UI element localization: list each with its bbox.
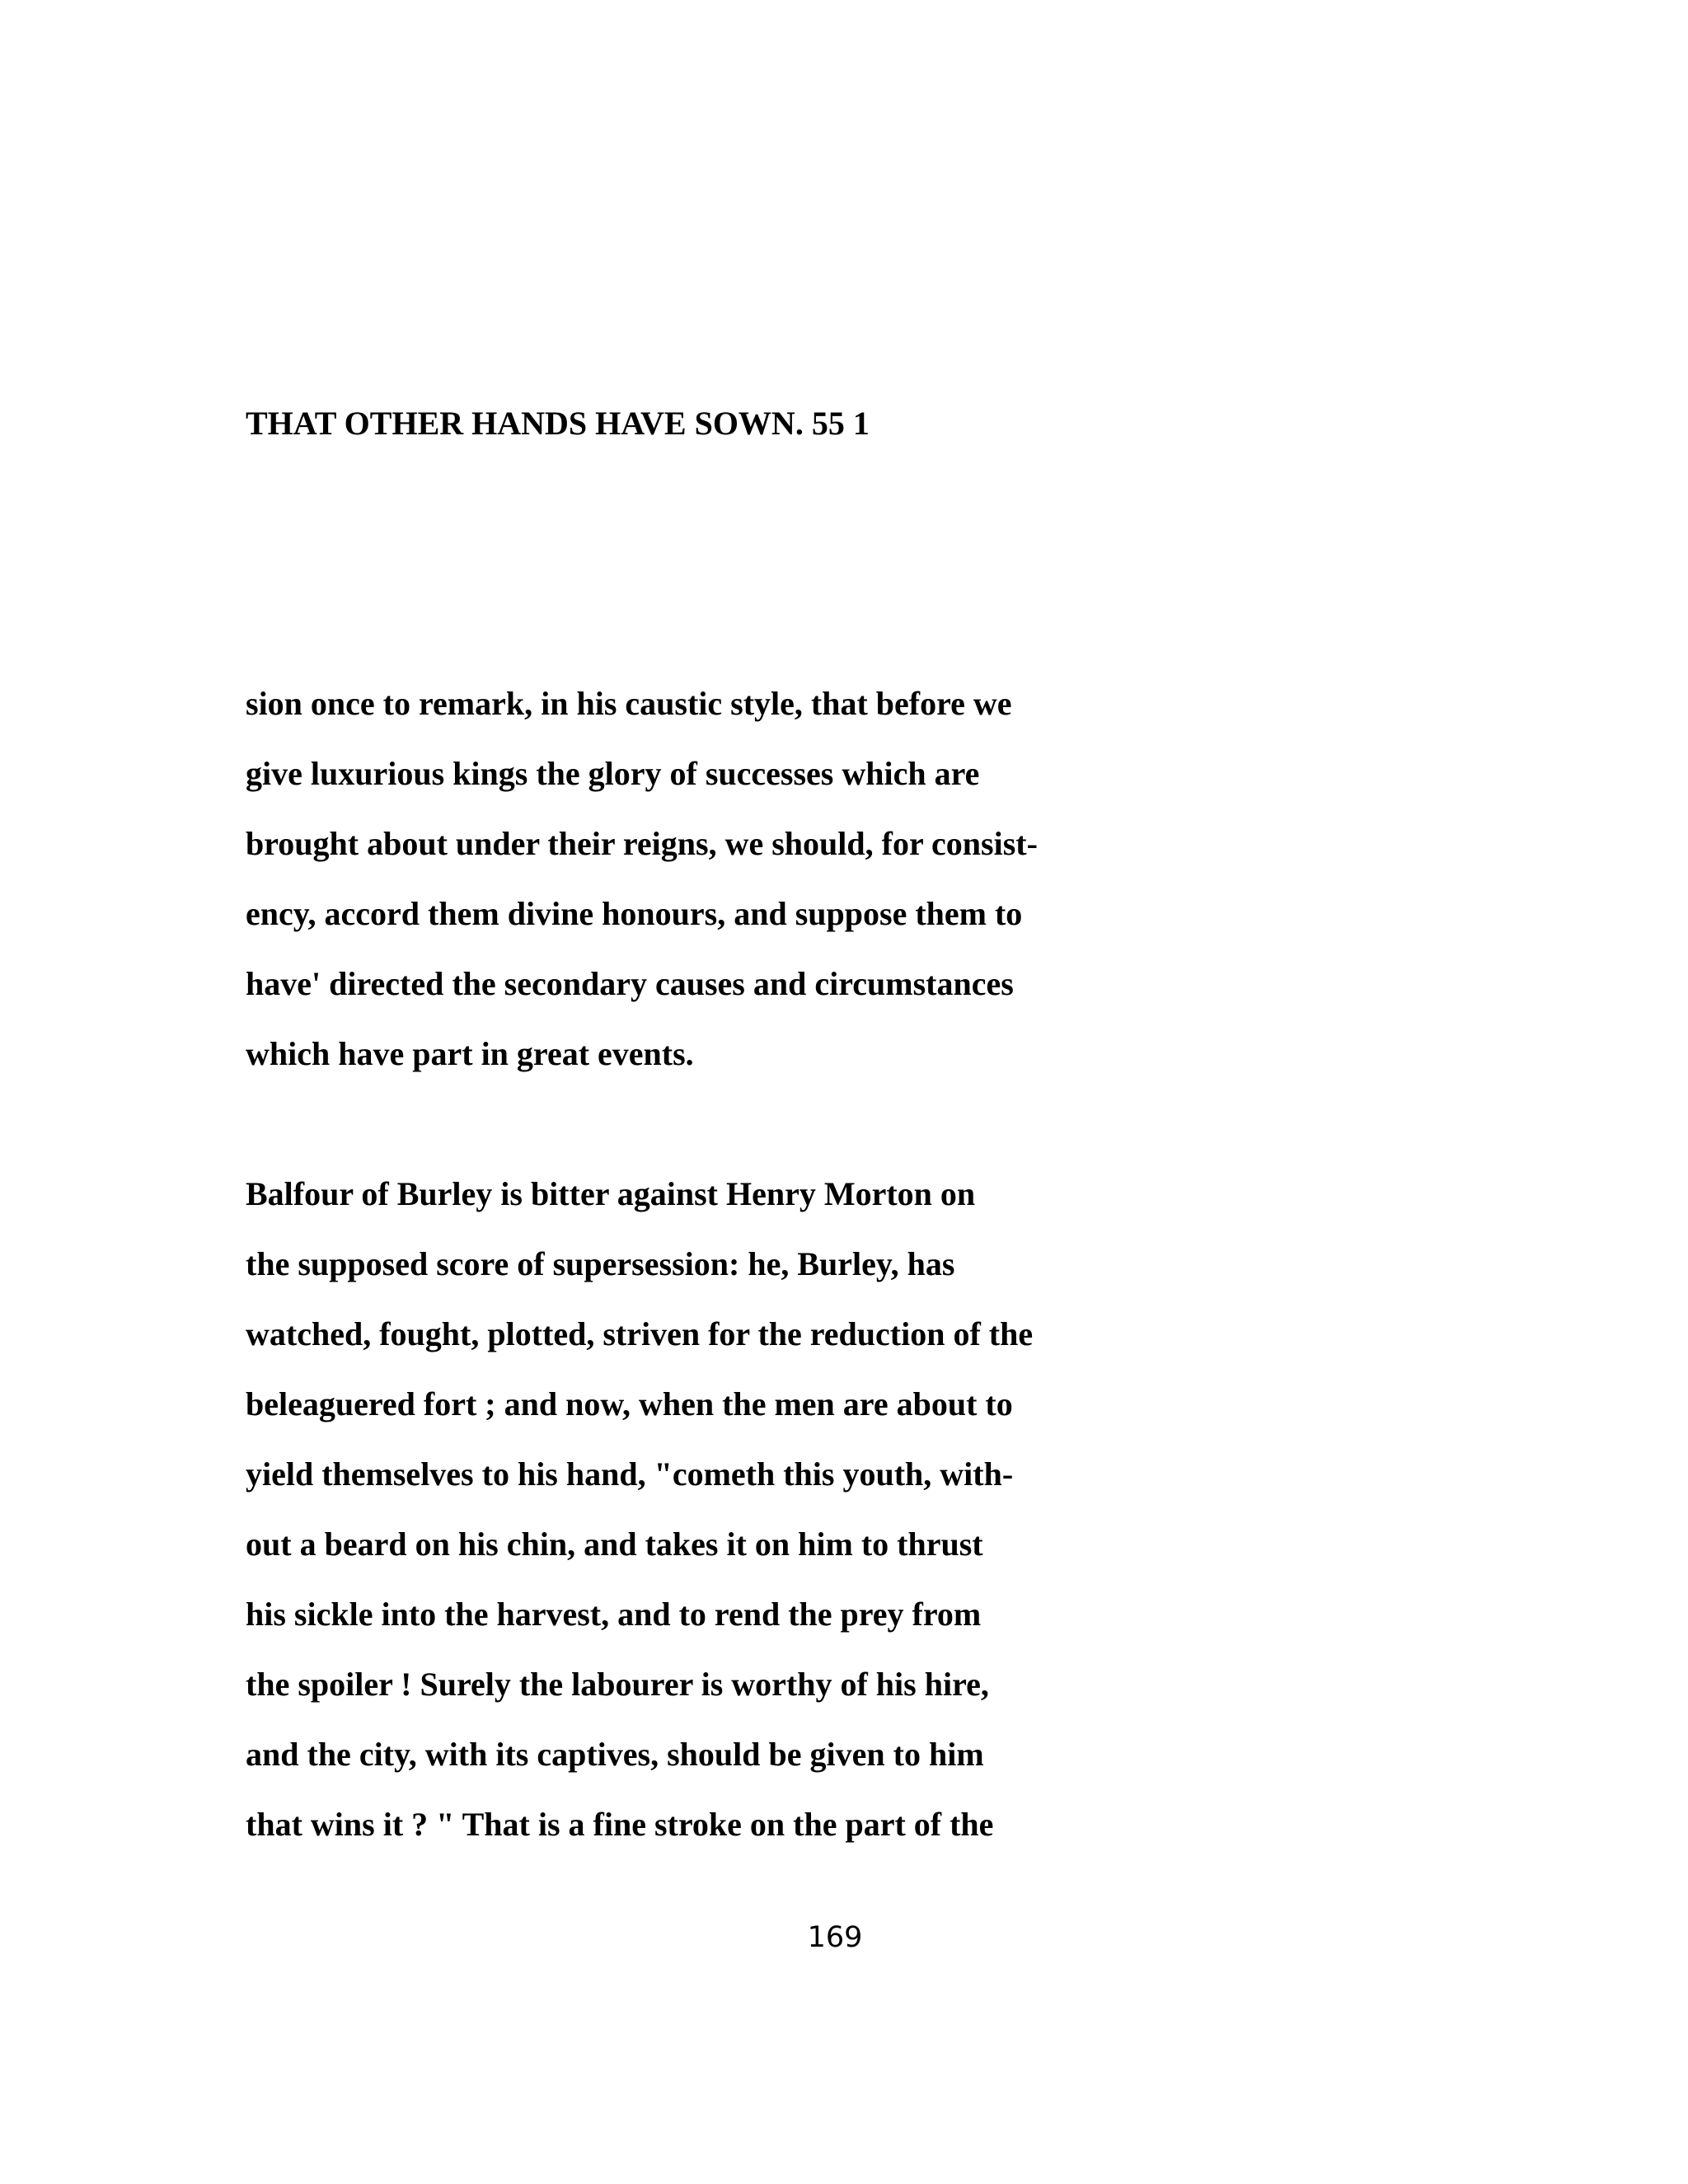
text-line: give luxurious kings the glory of successes which are (246, 755, 980, 792)
text-line: yield themselves to his hand, "cometh this youth, with- (246, 1455, 1014, 1493)
text-line: and the city, with its captives, should be given to him (246, 1736, 984, 1773)
text-line: that wins it ? " That is a fine stroke on the part of the (246, 1806, 994, 1843)
running-head: THAT OTHER HANDS HAVE SOWN. 55 1 (246, 405, 870, 442)
page-number: 169 (807, 1921, 863, 1954)
text-line: out a beard on his chin, and takes it on him to thrust (246, 1526, 983, 1563)
text-line: which have part in great events. (246, 1035, 694, 1072)
text-line: brought about under their reigns, we should, for consist- (246, 825, 1038, 862)
text-line: the supposed score of supersession: he, Burley, has (246, 1245, 955, 1282)
text-line: watched, fought, plotted, striven for the reduction of the (246, 1315, 1034, 1352)
paragraph (246, 1173, 1033, 1873)
text-line: sion once to remark, in his caustic style, that before we (246, 685, 1012, 722)
text-line: ency, accord them divine honours, and suppose them to (246, 895, 1023, 932)
paragraph (246, 682, 1038, 1103)
text-line: beleaguered fort ; and now, when the men are about to (246, 1385, 1013, 1422)
text-line: his sickle into the harvest, and to rend the prey from (246, 1596, 982, 1633)
text-line: Balfour of Burley is bitter against Henry Morton on (246, 1175, 976, 1212)
text-line: have' directed the secondary causes and circumstances (246, 965, 1014, 1002)
text-line: the spoiler ! Surely the labourer is worthy of his hire, (246, 1666, 989, 1703)
